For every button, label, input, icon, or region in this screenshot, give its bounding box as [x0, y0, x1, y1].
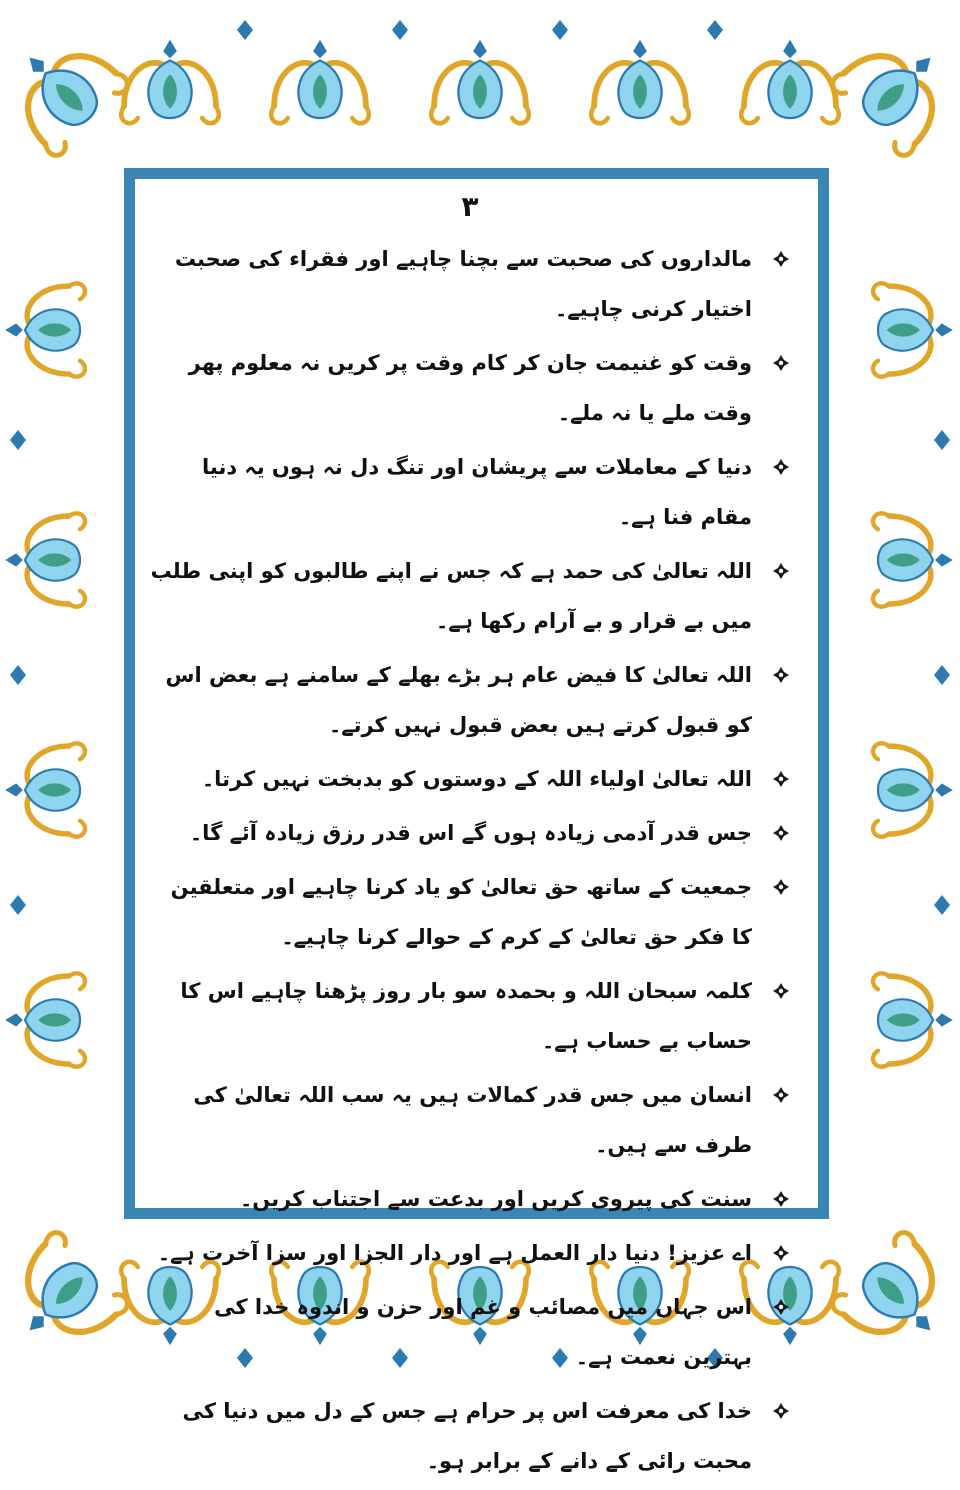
list-item-text: اس جہاں میں مصائب و غم اور حزن و اندوہ خدا کی بہترین نعمت ہے۔ — [214, 1295, 752, 1369]
sayings-list — [150, 234, 790, 1486]
list-item-text: سنت کی پیروی کریں اور بدعت سے اجتناب کریں۔ — [240, 1187, 752, 1211]
list-item-text: اللہ تعالیٰ کی حمد ہے کہ جس نے اپنے طالبوں کو اپنی طلب میں بے قرار و بے آرام رکھا ہے۔ — [150, 559, 752, 633]
list-item-text: دنیا کے معاملات سے پریشان اور تنگ دل نہ ہوں یہ دنیا مقام فنا ہے۔ — [201, 455, 752, 529]
list-item — [150, 754, 790, 804]
list-item — [150, 1386, 790, 1486]
list-item — [150, 1282, 790, 1382]
ornate-bullet-icon — [772, 824, 790, 842]
list-item — [150, 546, 790, 646]
list-item-text: اللہ تعالیٰ اولیاء اللہ کے دوستوں کو بدبخت نہیں کرتا۔ — [201, 767, 752, 791]
list-item-text: وقت کو غنیمت جان کر کام وقت پر کریں نہ معلوم پھر وقت ملے یا نہ ملے۔ — [188, 351, 752, 425]
page-number: ۳ — [461, 190, 479, 223]
ornate-bullet-icon — [772, 562, 790, 580]
list-item — [150, 338, 790, 438]
list-item-text: انسان میں جس قدر کمالات ہیں یہ سب اللہ تعالیٰ کی طرف سے ہیں۔ — [193, 1083, 752, 1157]
list-item-text: جس قدر آدمی زیادہ ہوں گے اس قدر رزق زیادہ آئے گا۔ — [189, 821, 752, 845]
list-item-text: اللہ تعالیٰ کا فیض عام ہر بڑے بھلے کے سامنے ہے بعض اس کو قبول کرتے ہیں بعض قبول نہیں کرتے۔ — [165, 663, 752, 737]
ornate-bullet-icon — [772, 458, 790, 476]
list-item-text: کلمہ سبحان اللہ و بحمدہ سو بار روز پڑھنا چاہیے اس کا حساب بے حساب ہے۔ — [180, 979, 752, 1053]
ornate-bullet-icon — [772, 982, 790, 1000]
list-item — [150, 1070, 790, 1170]
list-item — [150, 1228, 790, 1278]
list-item — [150, 234, 790, 334]
ornate-bullet-icon — [772, 1244, 790, 1262]
list-item — [150, 808, 790, 858]
ornate-bullet-icon — [772, 1298, 790, 1316]
ornate-bullet-icon — [772, 250, 790, 268]
list-item — [150, 966, 790, 1066]
ornate-bullet-icon — [772, 666, 790, 684]
ornate-bullet-icon — [772, 354, 790, 372]
list-item — [150, 1174, 790, 1224]
list-item — [150, 650, 790, 750]
list-item — [150, 862, 790, 962]
content — [150, 190, 790, 1490]
list-item-text: جمعیت کے ساتھ حق تعالیٰ کو یاد کرنا چاہیے اور متعلقین کا فکر حق تعالیٰ کے کرم کے حوالے کرنا چاہیے۔ — [170, 875, 752, 949]
ornate-bullet-icon — [772, 770, 790, 788]
list-item-text: خدا کی معرفت اس پر حرام ہے جس کے دل میں دنیا کی محبت رائی کے دانے کے برابر ہو۔ — [182, 1399, 752, 1473]
list-item — [150, 442, 790, 542]
ornate-bullet-icon — [772, 878, 790, 896]
ornate-bullet-icon — [772, 1402, 790, 1420]
list-item-text: مالداروں کی صحبت سے بچنا چاہیے اور فقراء کی صحبت اختیار کرنی چاہیے۔ — [174, 247, 752, 321]
list-item-text: اے عزیز! دنیا دار العمل ہے اور دار الجزا اور سزا آخرت ہے۔ — [157, 1241, 752, 1265]
ornate-bullet-icon — [772, 1086, 790, 1104]
ornate-bullet-icon — [772, 1190, 790, 1208]
